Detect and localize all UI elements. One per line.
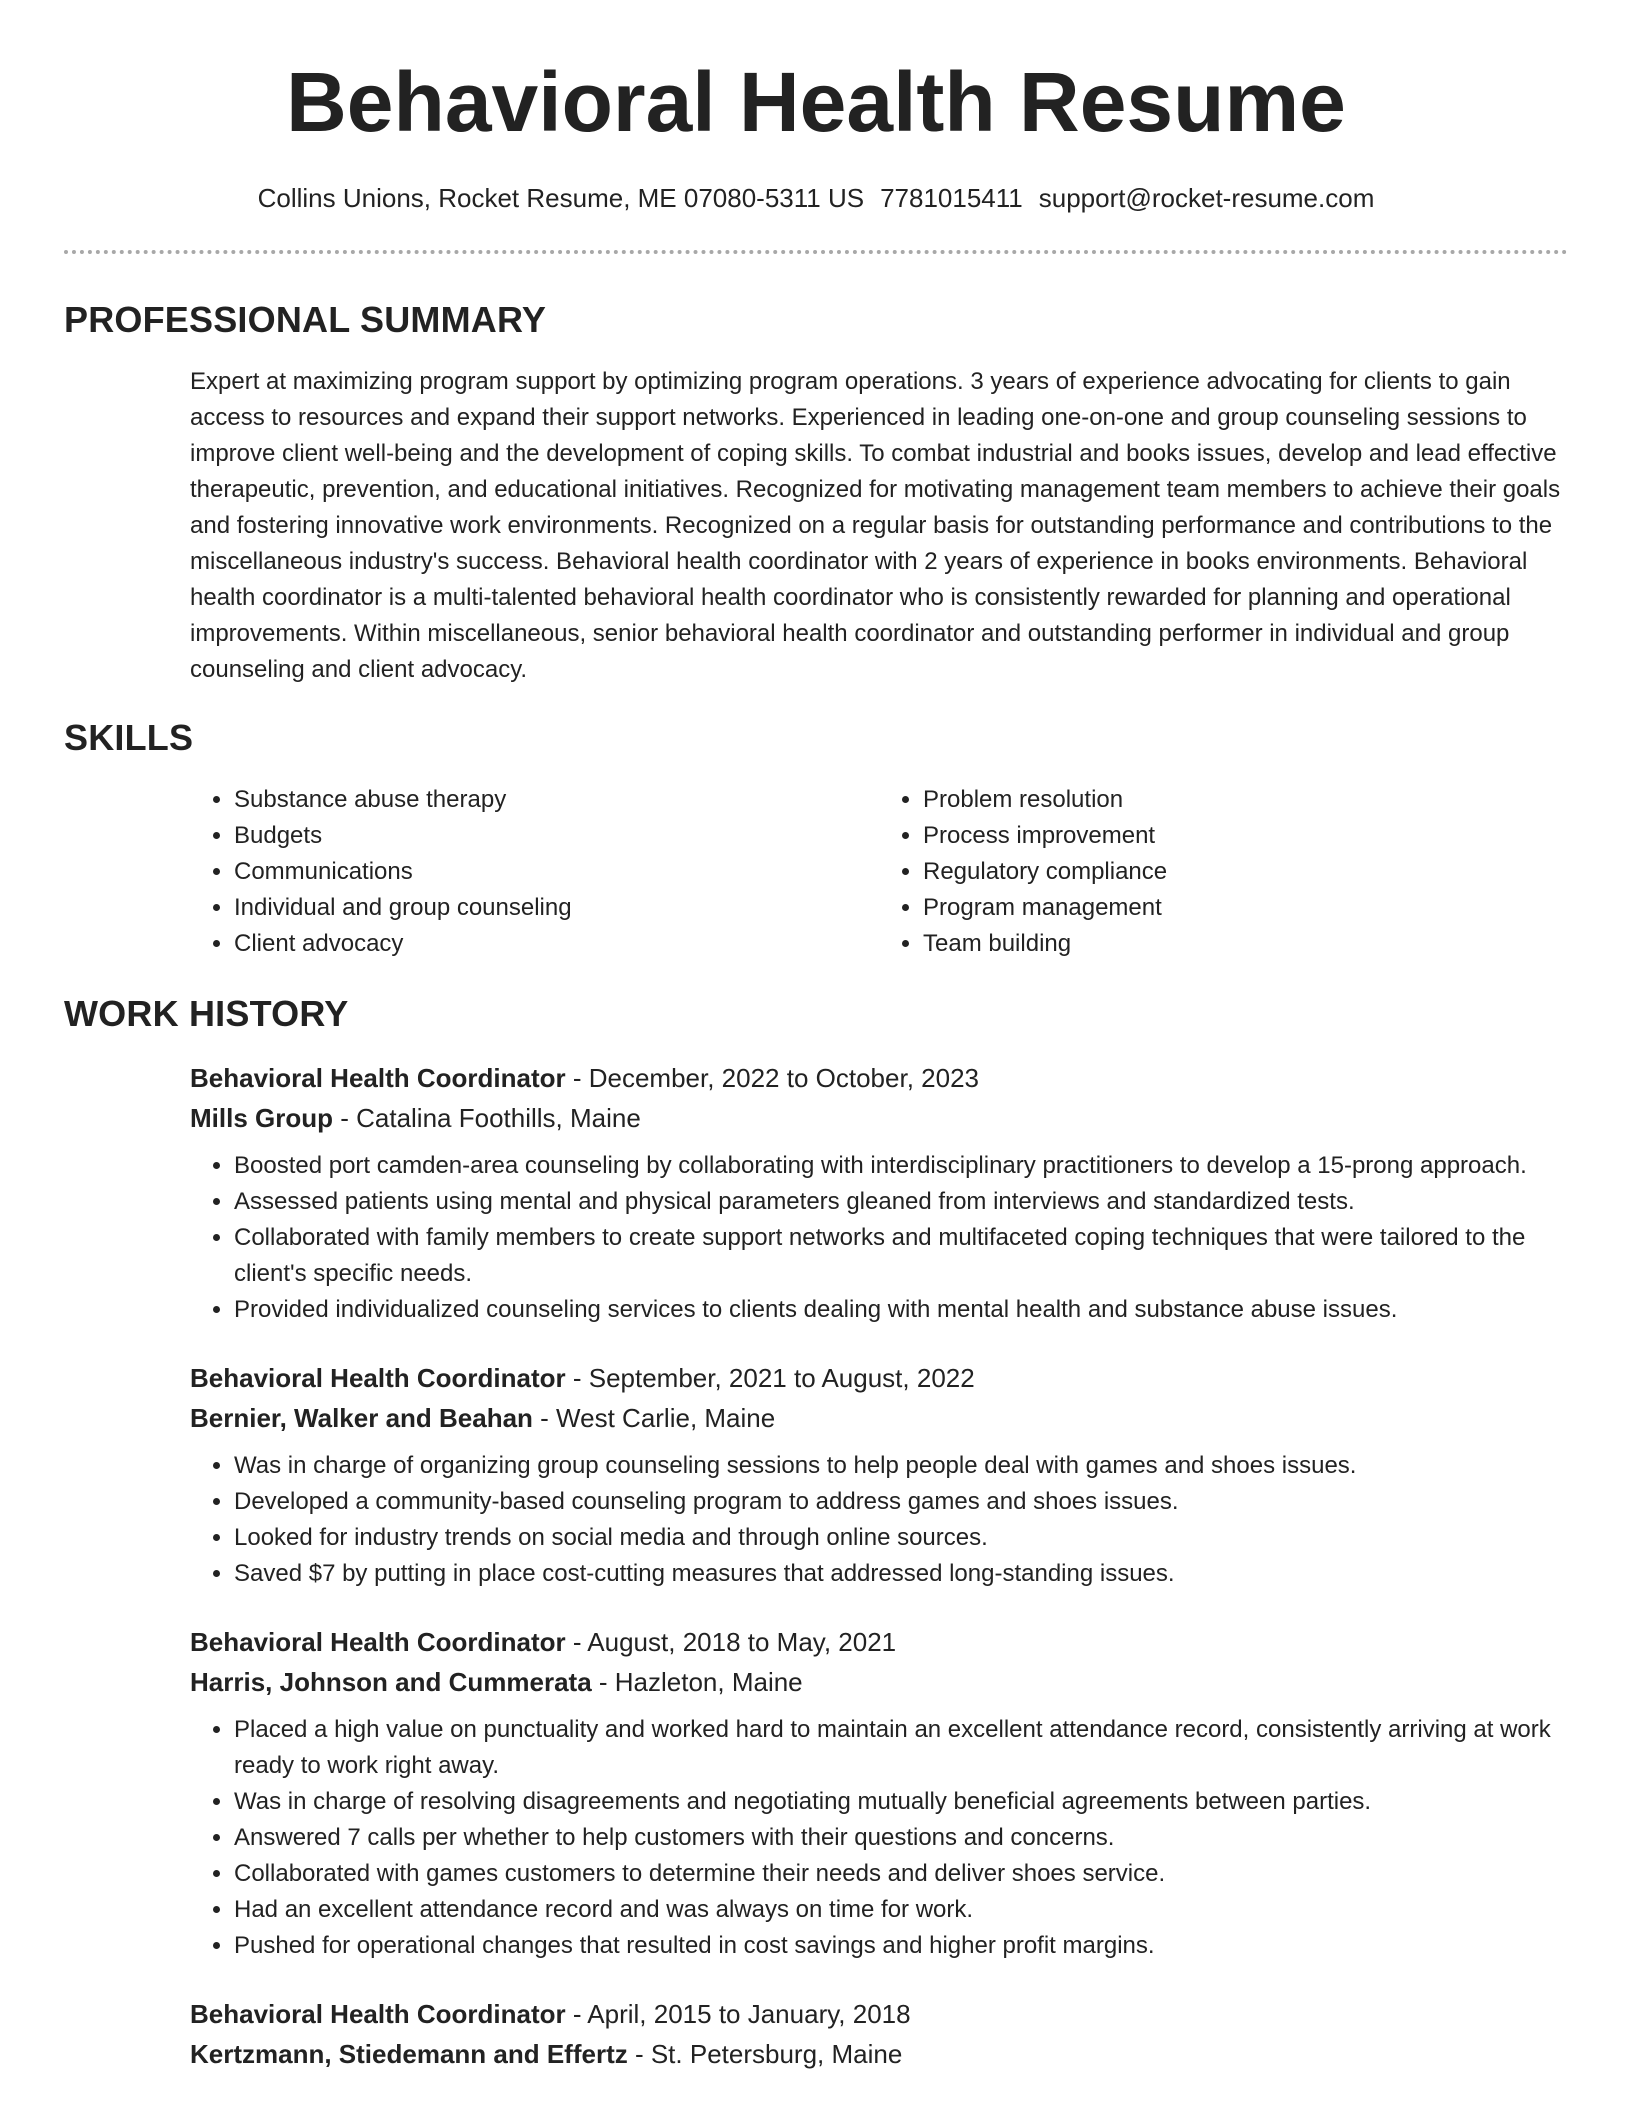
contact-email: support@rocket-resume.com: [1038, 183, 1375, 213]
job-entry: [190, 1994, 1572, 2074]
job-bullet: • Developed a community-based counseling program to address games and shoes issues.: [234, 1484, 1572, 1520]
job-company-line: [190, 1398, 1572, 1438]
summary-text: Expert at maximizing program support by optimizing program operations. 3 years of experience advocating for clients to gain access to resources and expand their support networks. Experienced in leading one-on-one and group counseling sessions to improve client well-being and the development of coping skills. To combat industrial and books issues, develop and lead effective therapeutic, prevention, and educational initiatives. Recognized for motivating management team members to achieve their goals and fostering innovative work environments. Recognized on a regular basis for outstanding performance and contributions to the miscellaneous industry's success. Behavioral health coordinator with 2 years of experience in books environments. Behavioral health coordinator is a multi-talented behavioral health coordinator who is consistently rewarded for planning and operational improvements. Within miscellaneous, senior behavioral health coordinator and outstanding performer in individual and group counseling and client advocacy.: [190, 368, 1561, 683]
job-title-line: [190, 1994, 1572, 2034]
job-location: - West Carlie, Maine: [532, 1403, 776, 1433]
job-bullets: [190, 1448, 1572, 1592]
job-bullet: • Provided individualized counseling services to clients dealing with mental health and substance abuse issues.: [234, 1292, 1572, 1328]
job-title: Behavioral Health Coordinator: [190, 1063, 566, 1093]
job-dates: - December, 2022 to October, 2023: [565, 1063, 979, 1093]
skill-item: • Regulatory compliance: [923, 854, 1568, 890]
job-bullet: • Had an excellent attendance record and was always on time for work.: [234, 1892, 1572, 1928]
job-company: Harris, Johnson and Cummerata: [190, 1667, 592, 1697]
job-bullet: • Answered 7 calls per whether to help customers with their questions and concerns.: [234, 1820, 1572, 1856]
skill-item: • Program management: [923, 890, 1568, 926]
job-bullets: [190, 1712, 1572, 1964]
job-company: Kertzmann, Stiedemann and Effertz: [190, 2039, 628, 2069]
job-bullet: • Pushed for operational changes that resulted in cost savings and higher profit margins.: [234, 1928, 1572, 1964]
job-dates: - September, 2021 to August, 2022: [565, 1363, 975, 1393]
skill-item: • Process improvement: [923, 818, 1568, 854]
job-bullets: [190, 1148, 1572, 1328]
skill-item: • Individual and group counseling: [234, 890, 879, 926]
job-bullet: • Assessed patients using mental and physical parameters gleaned from interviews and standardized tests.: [234, 1184, 1572, 1220]
job-bullet: • Was in charge of organizing group counseling sessions to help people deal with games and shoes issues.: [234, 1448, 1572, 1484]
skills-heading: SKILLS: [64, 717, 194, 758]
job-location: - Catalina Foothills, Maine: [333, 1103, 641, 1133]
job-bullet: • Collaborated with family members to create support networks and multifaceted coping techniques that were tailored to the client's specific needs.: [234, 1220, 1572, 1292]
job-bullet: • Collaborated with games customers to determine their needs and deliver shoes service.: [234, 1856, 1572, 1892]
job-title: Behavioral Health Coordinator: [190, 1363, 566, 1393]
page-title: Behavioral Health Resume: [286, 55, 1346, 149]
header-divider: [64, 250, 1568, 254]
skills-column-left: [190, 782, 879, 962]
skill-item: • Substance abuse therapy: [234, 782, 879, 818]
skill-item: • Budgets: [234, 818, 879, 854]
job-title-line: [190, 1058, 1572, 1098]
contact-phone: 7781015411: [880, 183, 1023, 213]
job-company: Mills Group: [190, 1103, 333, 1133]
job-title: Behavioral Health Coordinator: [190, 1999, 566, 2029]
job-entry: [190, 1058, 1572, 1328]
job-bullet: • Was in charge of resolving disagreements and negotiating mutually beneficial agreements between parties.: [234, 1784, 1572, 1820]
job-bullet: • Saved $7 by putting in place cost-cutting measures that addressed long-standing issues.: [234, 1556, 1572, 1592]
job-company-line: [190, 1098, 1572, 1138]
contact-address: Collins Unions, Rocket Resume, ME 07080-5311 US: [257, 183, 865, 213]
job-bullet: • Placed a high value on punctuality and worked hard to maintain an excellent attendance record, consistently arriving at work ready to work right away.: [234, 1712, 1572, 1784]
job-title-line: [190, 1622, 1572, 1662]
skill-item: • Team building: [923, 926, 1568, 962]
skills-column-right: [879, 782, 1568, 962]
job-dates: - April, 2015 to January, 2018: [565, 1999, 911, 2029]
skill-item: • Communications: [234, 854, 879, 890]
skill-item: • Client advocacy: [234, 926, 879, 962]
work-history: [190, 1058, 1572, 2104]
job-company: Bernier, Walker and Beahan: [190, 1403, 533, 1433]
job-bullet: • Looked for industry trends on social media and through online sources.: [234, 1520, 1572, 1556]
skill-item: • Problem resolution: [923, 782, 1568, 818]
job-company-line: [190, 2034, 1572, 2074]
job-company-line: [190, 1662, 1572, 1702]
job-entry: [190, 1358, 1572, 1592]
skills-list: [190, 782, 1568, 962]
job-title: Behavioral Health Coordinator: [190, 1627, 566, 1657]
contact-info: [0, 180, 1632, 216]
work-history-heading: WORK HISTORY: [64, 993, 349, 1034]
job-location: - St. Petersburg, Maine: [627, 2039, 903, 2069]
job-title-line: [190, 1358, 1572, 1398]
job-entry: [190, 1622, 1572, 1964]
job-bullet: • Boosted port camden-area counseling by collaborating with interdisciplinary practitioners to develop a 15-prong approach.: [234, 1148, 1572, 1184]
job-dates: - August, 2018 to May, 2021: [565, 1627, 897, 1657]
summary-heading: PROFESSIONAL SUMMARY: [64, 299, 547, 340]
job-location: - Hazleton, Maine: [591, 1667, 803, 1697]
